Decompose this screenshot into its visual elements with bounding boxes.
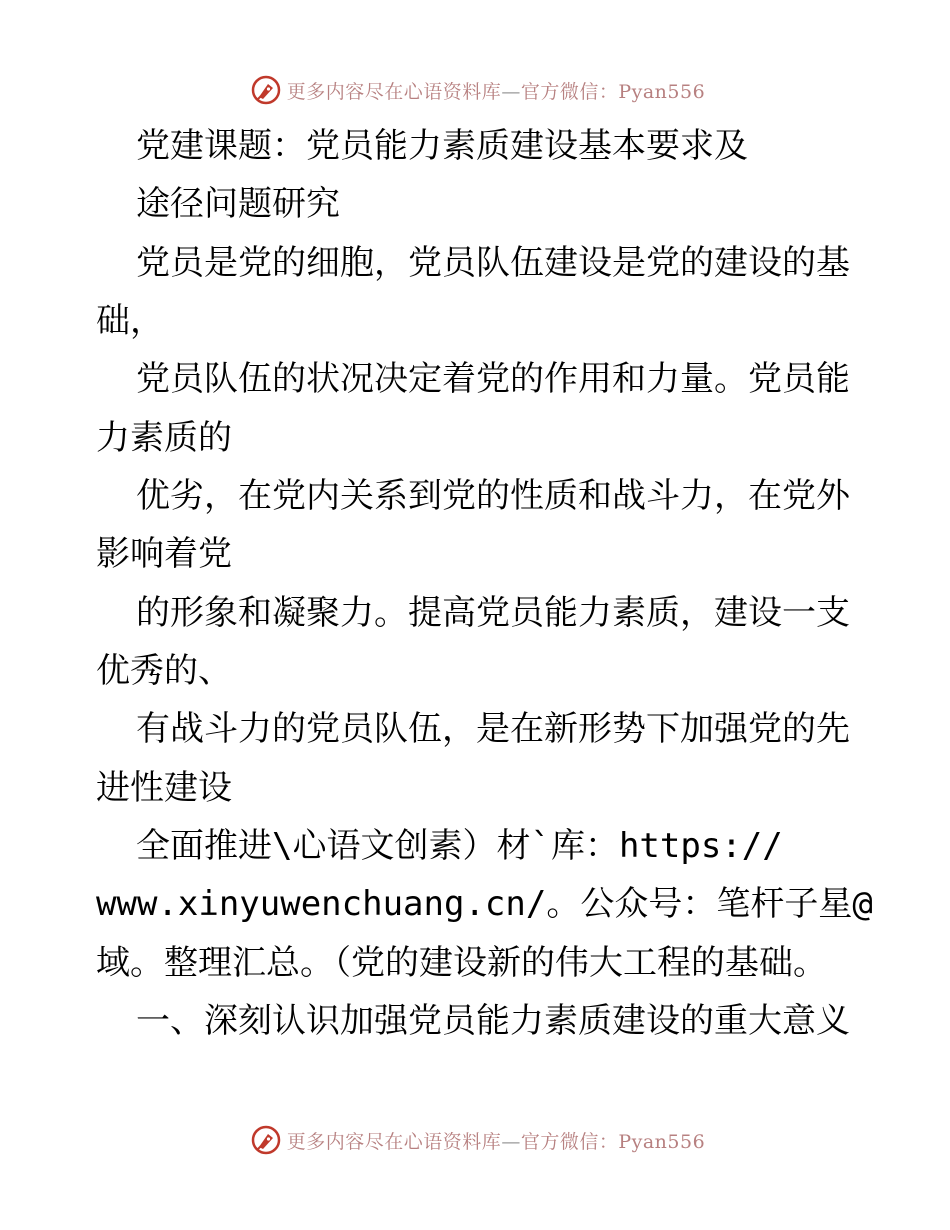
body-line: 有战斗力的党员队伍，是在新形势下加强党的先 — [136, 709, 850, 749]
body-line: 础， — [96, 301, 164, 341]
body-line: 优秀的、 — [96, 651, 232, 691]
banner-main-text: 更多内容尽在心语资料库 — [286, 1130, 502, 1153]
banner-text — [287, 77, 705, 104]
banner-contact-id: Pyan556 — [618, 80, 706, 103]
body-line: 的形象和凝聚力。提高党员能力素质，建设一支 — [136, 593, 850, 633]
body-line: 进性建设 — [96, 768, 232, 808]
banner-text — [287, 1127, 705, 1154]
pen-nib-logo-icon — [251, 1125, 281, 1155]
banner-contact-label: 官方微信： — [520, 80, 619, 103]
body-line: 力素质的 — [96, 418, 232, 458]
banner-separator: — — [501, 80, 521, 103]
banner-main-text: 更多内容尽在心语资料库 — [286, 80, 502, 103]
body-line: 党员队伍的状况决定着党的作用和力量。党员能 — [136, 359, 850, 399]
body-line-url: www.xinyuwenchuang.cn/。公众号：笔杆子星@ — [96, 884, 873, 924]
footer-banner — [0, 1120, 950, 1160]
section-heading: 一、深刻认识加强党员能力素质建设的重大意义 — [136, 1001, 850, 1041]
page-title-line-2: 途径问题研究 — [136, 184, 340, 224]
body-line: 全面推进\心语文创素）材`库：https:// — [136, 826, 783, 866]
banner-contact-label: 官方微信： — [520, 1130, 619, 1153]
pen-nib-logo-icon — [251, 75, 281, 105]
header-banner — [0, 70, 950, 110]
banner-separator: — — [501, 1130, 521, 1153]
page-title-line-1: 党建课题：党员能力素质建设基本要求及 — [136, 126, 748, 166]
body-line: 影响着党 — [96, 534, 232, 574]
body-line: 域。整理汇总。（党的建设新的伟大工程的基础。 — [96, 943, 827, 983]
body-line: 优劣，在党内关系到党的性质和战斗力，在党外 — [136, 476, 850, 516]
body-line: 党员是党的细胞，党员队伍建设是党的建设的基 — [136, 243, 850, 283]
banner-contact-id: Pyan556 — [618, 1130, 706, 1153]
